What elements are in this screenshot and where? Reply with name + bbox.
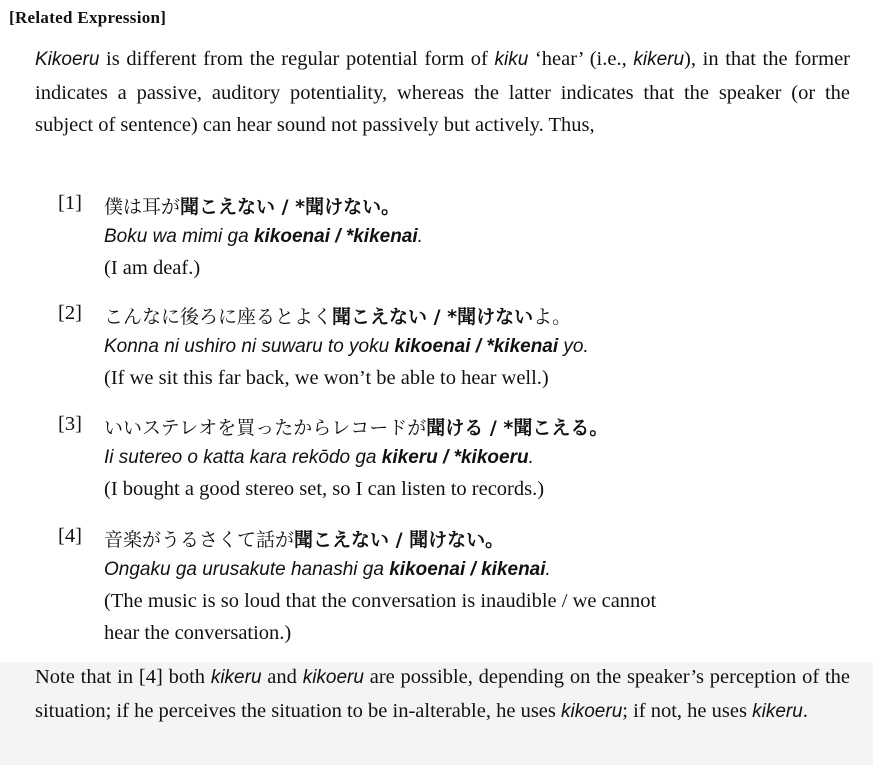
term-kikoeru: Kikoeru [35,49,100,70]
example-translation: (The music is so loud that the conversation is inaudible / we cannot [104,590,657,612]
note-paragraph: Note that in [4] both kikeru and kikoeru are possible, depending on the speaker’s perception of the situation; if he perceives the situation to be in-alterable, he uses kikoeru; if not, he uses kikeru. [35,666,850,722]
intro-paragraph: Kikoeru is different from the regular potential form of kiku ‘hear’ (i.e., kikeru), in that the former indicates a passive, auditory potentiality, whereas the latter indicates that the speaker (or the subject of sentence) can hear sound not passively but actively. Thus, [35,48,850,136]
example-japanese: 僕は耳が聞こえない / *聞けない。 [104,196,401,218]
example-translation-continued: hear the conversation.) [104,622,292,644]
example-translation: (I bought a good stereo set, so I can listen to records.) [104,478,545,500]
example-number: [1] [58,192,82,214]
example-japanese: こんなに後ろに座るとよく聞こえない / *聞けないよ。 [104,306,572,328]
example-japanese: 音楽がうるさくて話が聞こえない / 聞けない。 [104,529,505,551]
example-romaji: Konna ni ushiro ni suwaru to yoku kikoenai / *kikenai yo. [104,336,589,357]
example-translation: (If we sit this far back, we won’t be able to hear well.) [104,367,549,389]
example-translation: (I am deaf.) [104,257,201,279]
example-number: [4] [58,525,82,547]
example-number: [2] [58,302,82,324]
term-kikeru: kikeru [633,49,685,70]
example-japanese: いいステレオを買ったからレコードが聞ける / *聞こえる。 [104,417,609,439]
example-romaji: Ongaku ga urusakute hanashi ga kikoenai / kikenai. [104,559,551,580]
example-number: [3] [58,413,82,435]
example-romaji: Ii sutereo o katta kara rekōdo ga kikeru / *kikoeru. [104,447,534,468]
example-romaji: Boku wa mimi ga kikoenai / *kikenai. [104,226,423,247]
section-heading: [Related Expression] [9,8,167,27]
term-kiku: kiku [494,49,529,70]
